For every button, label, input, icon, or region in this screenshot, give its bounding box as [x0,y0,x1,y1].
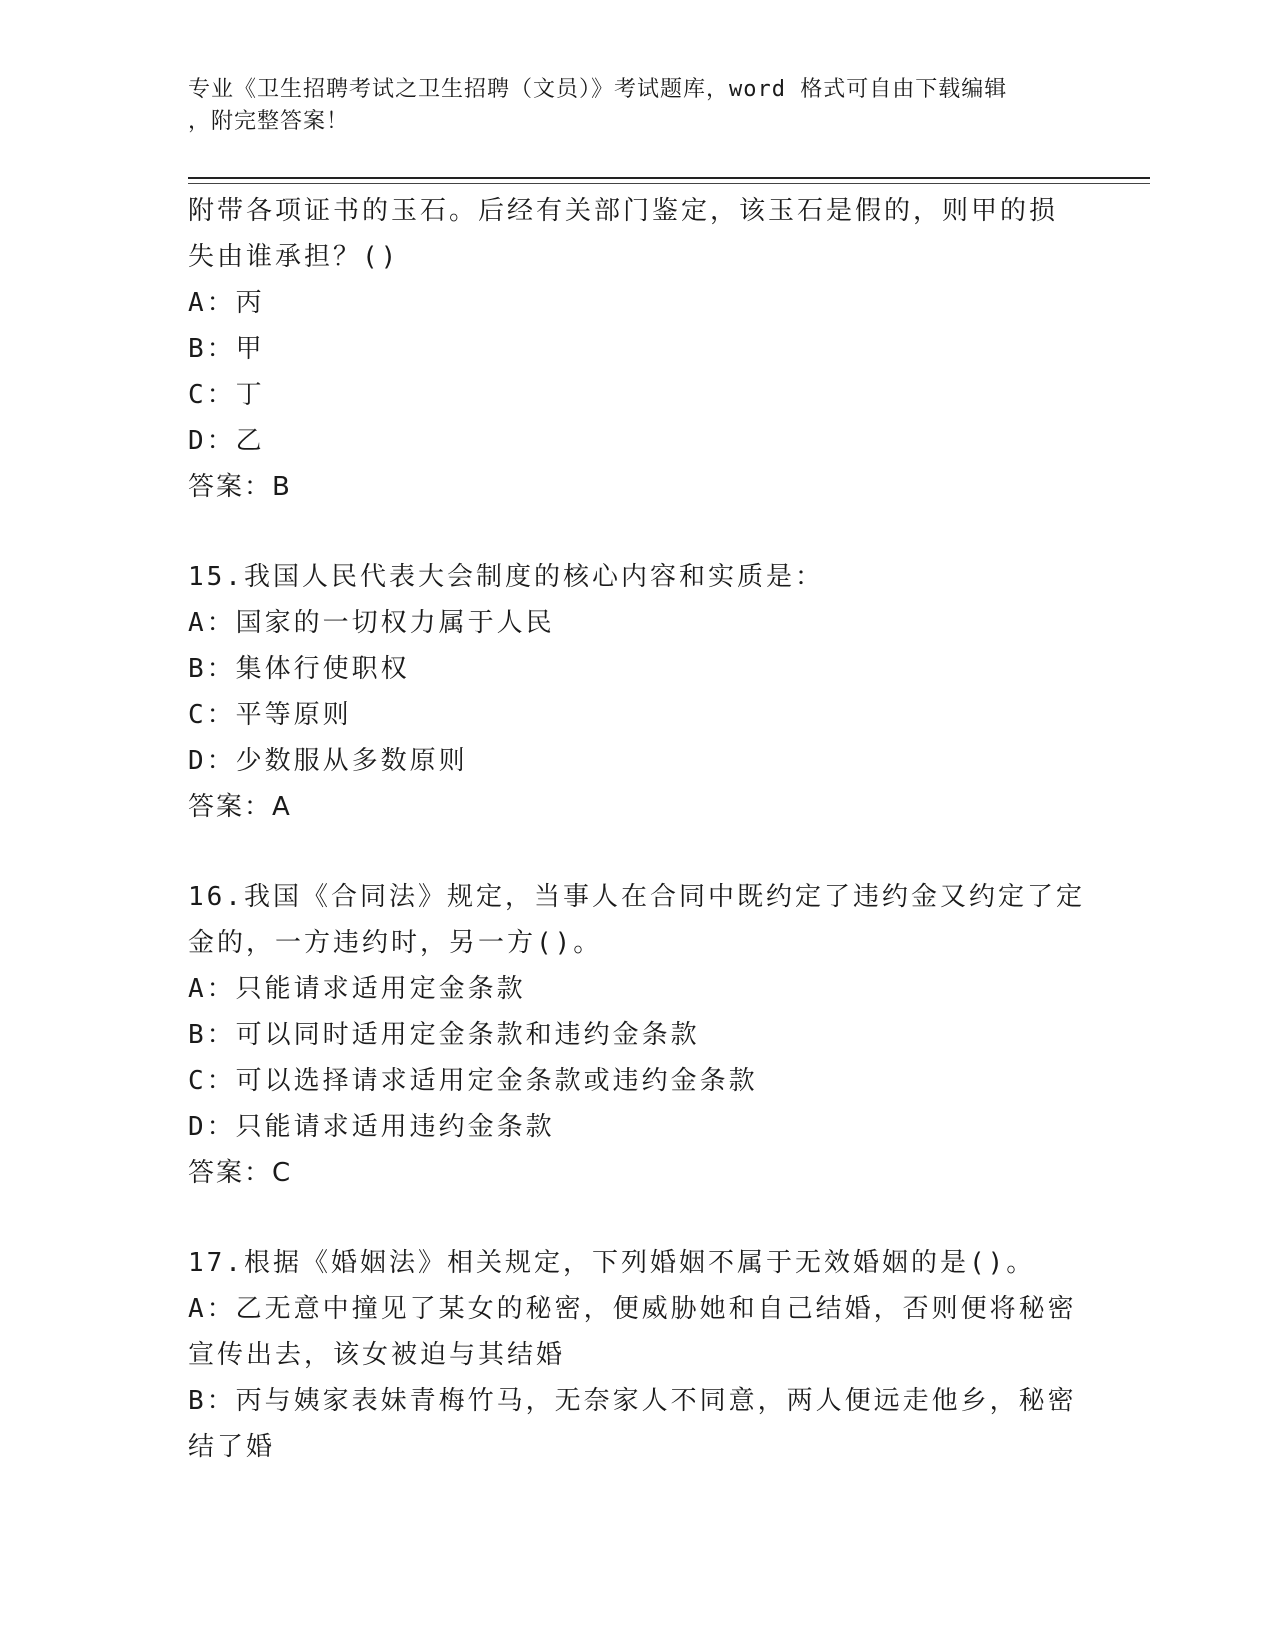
option-a: A：只能请求适用定金条款 [188,974,526,1004]
header-line-1: 专业《卫生招聘考试之卫生招聘（文员）》考试题库，word 格式可自由下载编辑 [188,77,1008,102]
question-14 [188,188,1088,510]
header-rule-thin [188,183,1150,184]
header-line-2: ，附完整答案！ [188,109,350,134]
option-c: C：平等原则 [188,700,352,730]
answer-line: 答案：C [188,1158,293,1188]
document-header [188,74,1088,138]
answer-line: 答案：A [188,792,292,822]
option-b: B：甲 [188,334,265,364]
question-stem-line: 金的，一方违约时，另一方()。 [188,928,603,958]
question-list [188,188,1088,1470]
question-stem-line: 附带各项证书的玉石。后经有关部门鉴定，该玉石是假的，则甲的损 [188,196,1059,226]
option-a-continued: 宣传出去，该女被迫与其结婚 [188,1340,566,1370]
option-b: B：丙与姨家表妹青梅竹马，无奈家人不同意，两人便远走他乡，秘密 [188,1386,1077,1416]
question-16 [188,874,1088,1196]
option-a: A：丙 [188,288,265,318]
question-stem-line: 17.根据《婚姻法》相关规定，下列婚姻不属于无效婚姻的是()。 [188,1248,1036,1278]
option-a: A：国家的一切权力属于人民 [188,608,555,638]
option-d: D：乙 [188,426,265,456]
option-b: B：可以同时适用定金条款和违约金条款 [188,1020,700,1050]
question-stem-line: 15.我国人民代表大会制度的核心内容和实质是： [188,562,824,592]
option-c: C：可以选择请求适用定金条款或违约金条款 [188,1066,758,1096]
option-d: D：只能请求适用违约金条款 [188,1112,555,1142]
option-d: D：少数服从多数原则 [188,746,468,776]
option-c: C：丁 [188,380,265,410]
option-b-continued: 结了婚 [188,1432,276,1462]
option-a: A：乙无意中撞见了某女的秘密，便威胁她和自己结婚，否则便将秘密 [188,1294,1077,1324]
question-17 [188,1240,1088,1470]
answer-line: 答案：B [188,472,292,502]
question-stem-line: 16.我国《合同法》规定，当事人在合同中既约定了违约金又约定了定 [188,882,1085,912]
option-b: B：集体行使职权 [188,654,410,684]
header-rule-thick [188,177,1150,179]
question-15 [188,554,1088,830]
question-stem-line: 失由谁承担？() [188,242,400,272]
